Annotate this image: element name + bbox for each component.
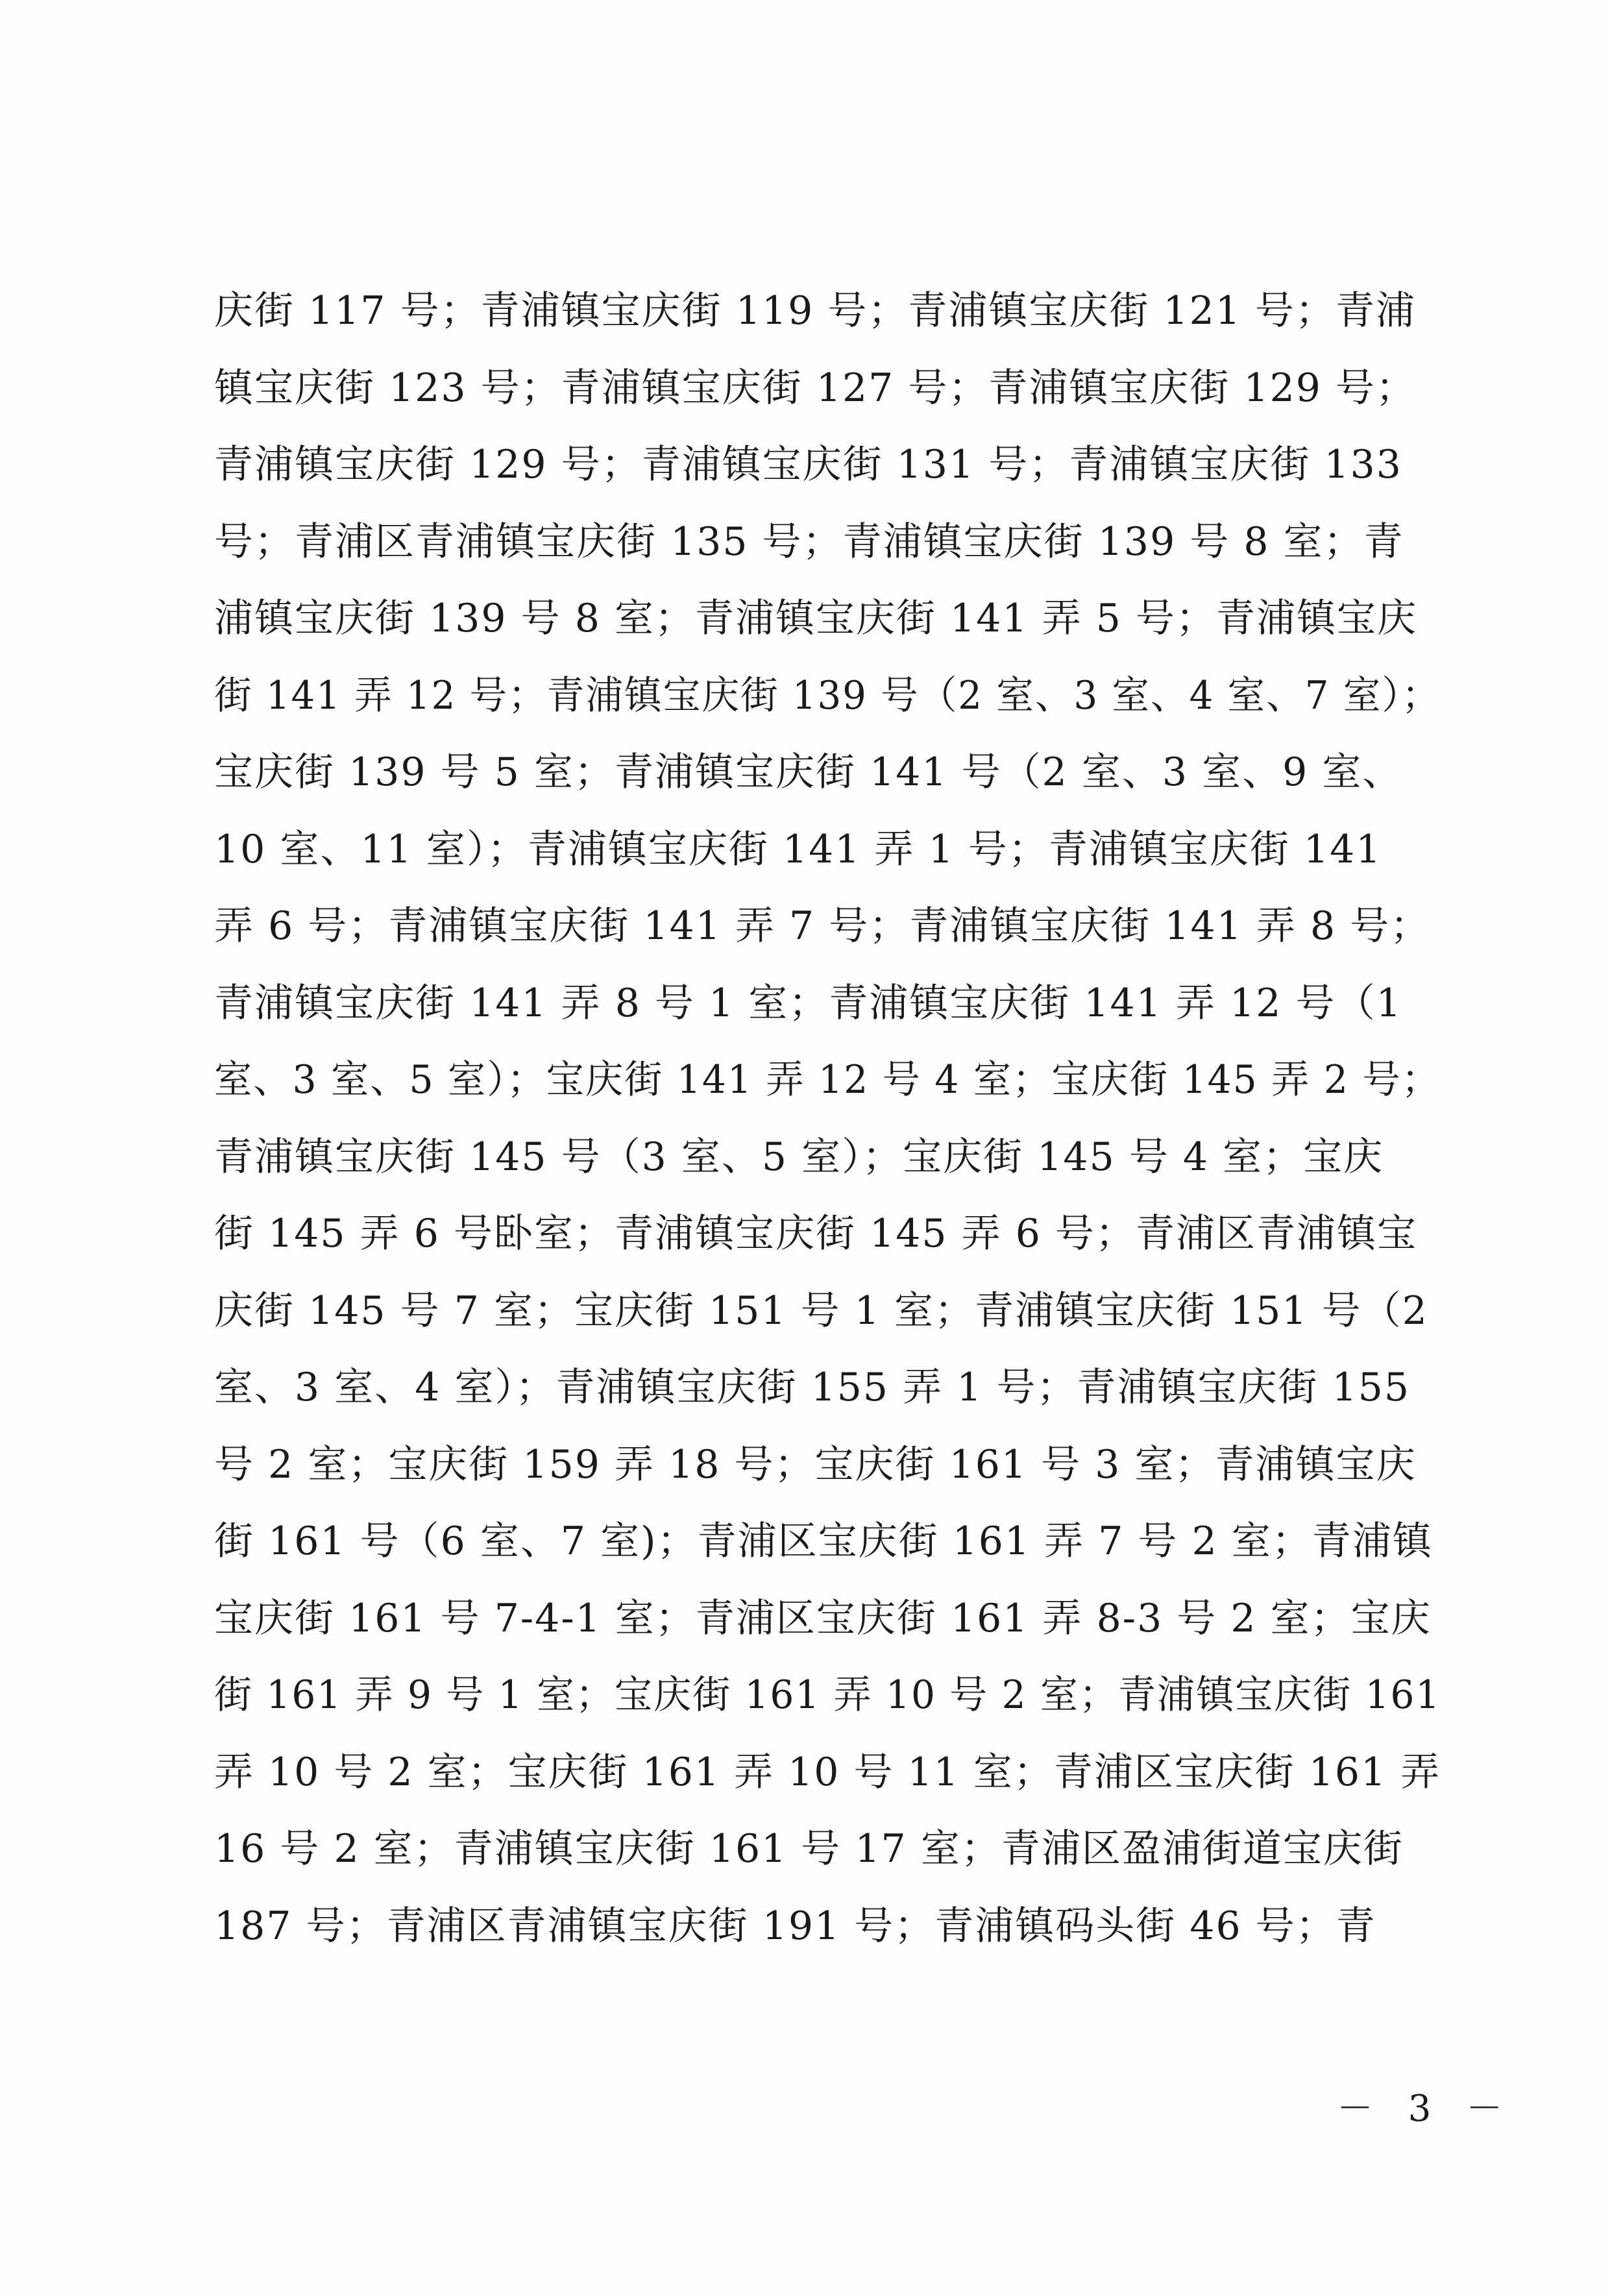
text-line: 浦镇宝庆街 139 号 8 室；青浦镇宝庆街 141 弄 5 号；青浦镇宝庆 bbox=[214, 596, 1417, 641]
body-text bbox=[214, 273, 1441, 1964]
text-line: 187 号；青浦区青浦镇宝庆街 191 号；青浦镇码头街 46 号；青 bbox=[214, 1903, 1376, 1949]
text-line: 宝庆街 161 号 7-4-1 室；青浦区宝庆街 161 弄 8-3 号 2 室；宝庆 bbox=[214, 1595, 1432, 1641]
text-line: 街 161 弄 9 号 1 室；宝庆街 161 弄 10 号 2 室；青浦镇宝庆街 161 bbox=[214, 1672, 1441, 1718]
page-number: － 3 － bbox=[1337, 2088, 1515, 2130]
text-line: 室、3 室、4 室）；青浦镇宝庆街 155 弄 1 号；青浦镇宝庆街 155 bbox=[214, 1365, 1411, 1410]
text-line: 庆街 117 号；青浦镇宝庆街 119 号；青浦镇宝庆街 121 号；青浦 bbox=[214, 288, 1416, 334]
text-line: 青浦镇宝庆街 129 号；青浦镇宝庆街 131 号；青浦镇宝庆街 133 bbox=[214, 442, 1402, 487]
text-line: 10 室、11 室）；青浦镇宝庆街 141 弄 1 号；青浦镇宝庆街 141 bbox=[214, 826, 1382, 872]
text-line: 镇宝庆街 123 号；青浦镇宝庆街 127 号；青浦镇宝庆街 129 号； bbox=[214, 365, 1416, 411]
text-line: 青浦镇宝庆街 145 号（3 室、5 室）；宝庆街 145 号 4 室；宝庆 bbox=[214, 1134, 1384, 1180]
text-line: 宝庆街 139 号 5 室；青浦镇宝庆街 141 号（2 室、3 室、9 室、 bbox=[214, 750, 1403, 795]
text-line: 街 141 弄 12 号；青浦镇宝庆街 139 号（2 室、3 室、4 室、7 室）； bbox=[214, 672, 1441, 718]
text-line: 16 号 2 室；青浦镇宝庆街 161 号 17 室；青浦区盈浦街道宝庆街 bbox=[214, 1826, 1404, 1872]
text-line: 街 161 号（6 室、7 室)；青浦区宝庆街 161 弄 7 号 2 室；青浦镇 bbox=[214, 1519, 1433, 1564]
text-line: 街 145 弄 6 号卧室；青浦镇宝庆街 145 弄 6 号；青浦区青浦镇宝 bbox=[214, 1211, 1417, 1256]
text-line: 弄 6 号；青浦镇宝庆街 141 弄 7 号；青浦镇宝庆街 141 弄 8 号； bbox=[214, 903, 1431, 949]
text-line: 号；青浦区青浦镇宝庆街 135 号；青浦镇宝庆街 139 号 8 室；青 bbox=[214, 519, 1404, 565]
text-line: 号 2 室；宝庆街 159 弄 18 号；宝庆街 161 号 3 室；青浦镇宝庆 bbox=[214, 1441, 1417, 1487]
text-line: 室、3 室、5 室）；宝庆街 141 弄 12 号 4 室；宝庆街 145 弄 2 号； bbox=[214, 1057, 1441, 1103]
text-line: 庆街 145 号 7 室；宝庆街 151 号 1 室；青浦镇宝庆街 151 号（2 bbox=[214, 1288, 1428, 1334]
text-line: 弄 10 号 2 室；宝庆街 161 弄 10 号 11 室；青浦区宝庆街 161 弄 bbox=[214, 1749, 1441, 1795]
text-line: 青浦镇宝庆街 141 弄 8 号 1 室；青浦镇宝庆街 141 弄 12 号（1 bbox=[214, 980, 1402, 1026]
